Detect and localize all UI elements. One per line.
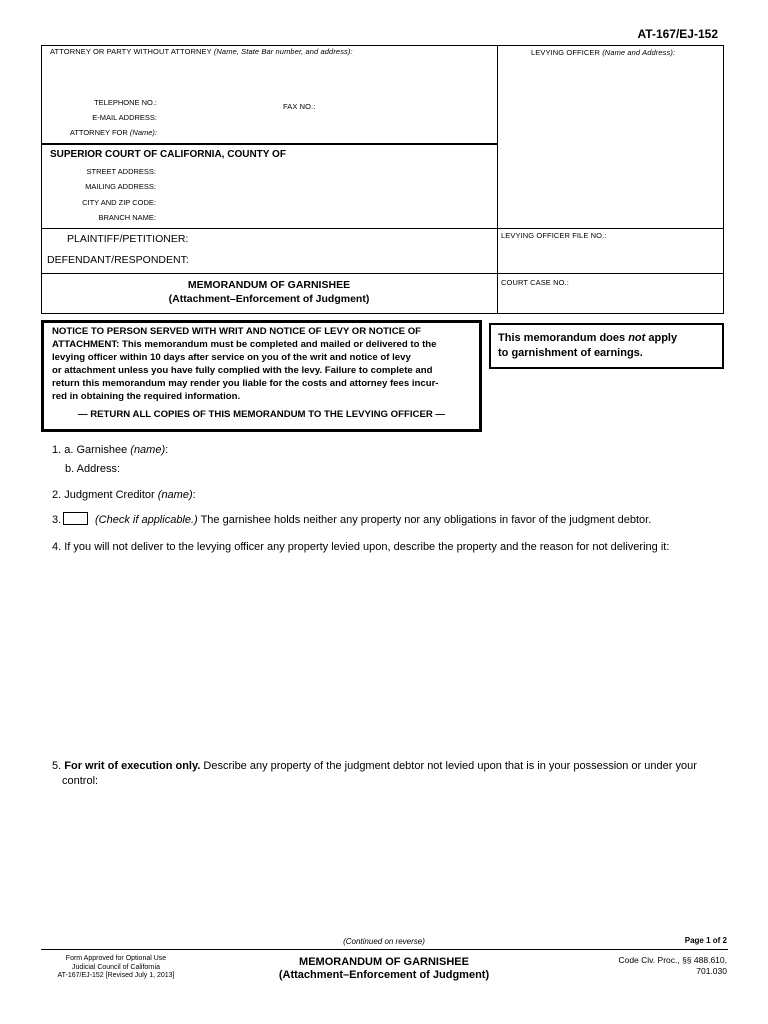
- continued-note: (Continued on reverse): [343, 937, 425, 946]
- mailing-address-field[interactable]: [160, 179, 490, 192]
- footer-rule: [41, 949, 728, 950]
- item-1b-label: b. Address:: [65, 463, 121, 475]
- court-title: SUPERIOR COURT OF CALIFORNIA, COUNTY OF: [50, 149, 286, 160]
- defendant-label: DEFENDANT/RESPONDENT:: [47, 254, 189, 266]
- levying-officer-field[interactable]: [505, 60, 717, 225]
- item-1a-label: 1. a. Garnishee (name):: [52, 444, 169, 456]
- city-zip-label: CITY AND ZIP CODE:: [82, 198, 156, 207]
- code-citation: Code Civ. Proc., §§ 488.610, 701.030: [618, 955, 727, 976]
- form-number: AT-167/EJ-152: [637, 27, 718, 41]
- fax-label: FAX NO.:: [283, 102, 316, 111]
- mailing-address-label: MAILING ADDRESS:: [85, 182, 156, 191]
- item-4-label: 4. If you will not deliver to the levying officer any property levied upon, describe the property and the reason for not delivering it:: [52, 541, 670, 553]
- file-no-label: LEVYING OFFICER FILE NO.:: [501, 231, 607, 240]
- page-number: Page 1 of 2: [684, 936, 727, 945]
- telephone-label: TELEPHONE NO.:: [94, 98, 157, 107]
- street-address-field[interactable]: [160, 164, 490, 177]
- attorney-for-field[interactable]: [160, 125, 490, 138]
- attorney-for-label: ATTORNEY FOR (Name):: [69, 128, 157, 137]
- attorney-address-field[interactable]: [50, 58, 490, 94]
- branch-name-field[interactable]: [160, 210, 490, 223]
- street-address-label: STREET ADDRESS:: [86, 167, 156, 176]
- attorney-label: ATTORNEY OR PARTY WITHOUT ATTORNEY (Name, State Bar number, and address):: [50, 47, 353, 56]
- case-no-field[interactable]: [505, 290, 717, 310]
- earnings-note: This memorandum does not apply to garnishment of earnings.: [498, 332, 678, 359]
- garnishee-address-field[interactable]: [130, 461, 720, 476]
- judgment-creditor-field[interactable]: [205, 487, 720, 502]
- item-3-text: (Check if applicable.) The garnishee holds neither any property nor any obligations in favor of the judgment debtor.: [95, 514, 652, 526]
- case-no-label: COURT CASE NO.:: [501, 278, 569, 287]
- email-label: E-MAIL ADDRESS:: [92, 113, 157, 122]
- defendant-field[interactable]: [190, 252, 490, 268]
- form-subtitle: (Attachment–Enforcement of Judgment): [168, 293, 370, 305]
- telephone-field[interactable]: [160, 95, 275, 108]
- levying-officer-label: LEVYING OFFICER (Name and Address):: [531, 48, 676, 57]
- item-3-number: 3.: [52, 514, 62, 526]
- footer-title: MEMORANDUM OF GARNISHEE (Attachment–Enforcement of Judgment): [278, 956, 490, 981]
- garnishee-name-field[interactable]: [180, 442, 720, 457]
- plaintiff-label: PLAINTIFF/PETITIONER:: [67, 233, 189, 245]
- notice-text: NOTICE TO PERSON SERVED WITH WRIT AND NOTICE OF LEVY OR NOTICE OF ATTACHMENT: This memorandum must be completed and mailed or delivered to the levying officer within 10 days after service on you of the writ and notice of levy or attachment unless you have fully complied with the levy. Failure to complete and return this memorandum may render you liable for the costs and attorney fees incur- red in obtaining the required information.: [52, 326, 439, 403]
- form-approved-block: Form Approved for Optional Use Judicial Council of California AT-167/EJ-152 [Revised July 1, 2013]: [57, 955, 175, 979]
- notice-return-line: — RETURN ALL COPIES OF THIS MEMORANDUM TO THE LEVYING OFFICER —: [77, 409, 446, 420]
- file-no-field[interactable]: [505, 243, 717, 268]
- item-4-description-field[interactable]: [52, 558, 720, 748]
- form-title: MEMORANDUM OF GARNISHEE: [187, 279, 351, 291]
- item-5-description-field[interactable]: [52, 792, 720, 930]
- item-3-checkbox[interactable]: [63, 512, 88, 525]
- item-2-label: 2. Judgment Creditor (name):: [52, 489, 196, 501]
- email-field[interactable]: [160, 110, 490, 123]
- plaintiff-field[interactable]: [190, 231, 490, 247]
- city-zip-field[interactable]: [160, 195, 490, 208]
- branch-name-label: BRANCH NAME:: [98, 213, 156, 222]
- item-5-label: 5. For writ of execution only. Describe any property of the judgment debtor not levied upon that is in your possession or under your control:: [52, 760, 697, 787]
